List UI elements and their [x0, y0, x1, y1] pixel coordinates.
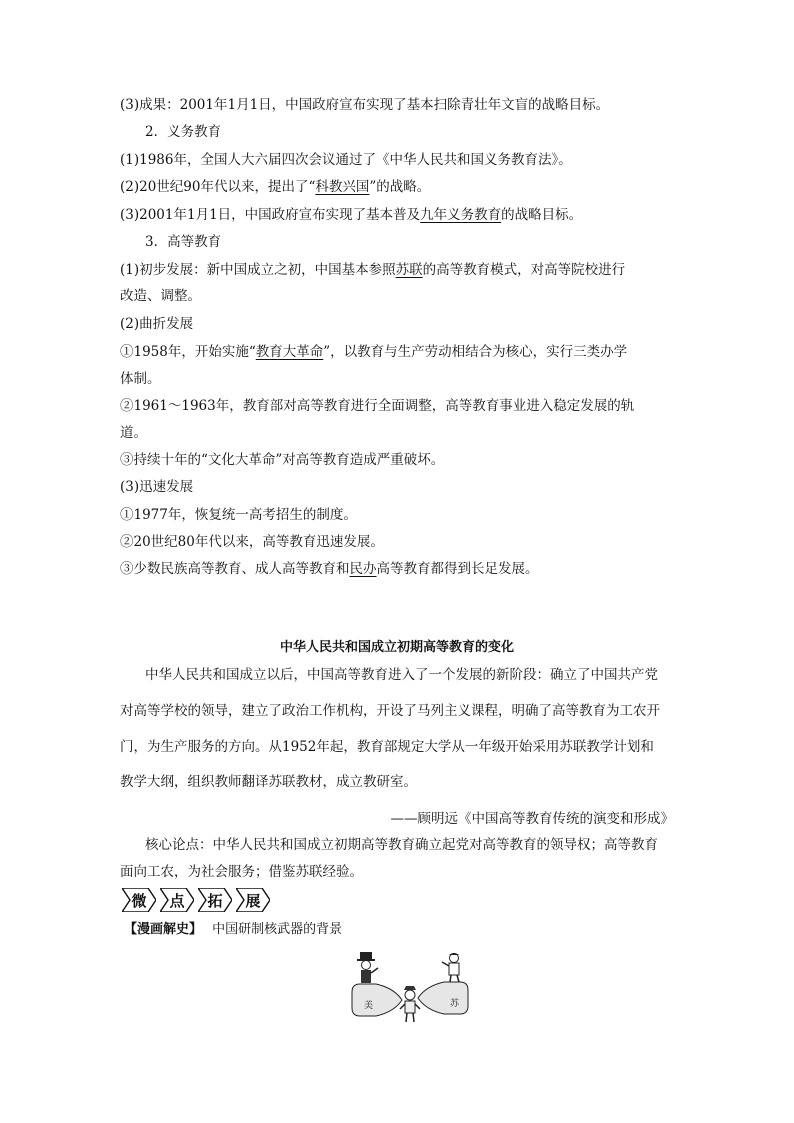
underlined-term: 民办	[349, 561, 377, 577]
text: ”的战略。	[369, 179, 431, 195]
text: (2)20世纪90年代以来，提出了“	[120, 179, 316, 195]
text: (1)初步发展：新中国成立之初，中国基本参照	[120, 262, 396, 278]
banner-char: 微	[131, 891, 147, 910]
core-point-1: 核心论点：中华人民共和国成立初期高等教育确立起党对高等教育的领导权；高等教育	[145, 837, 658, 853]
reading-para-4: 教学大纲，组织教师翻译苏联教材，成立教研室。	[120, 774, 417, 790]
line-16: ①1977年，恢复统一高考招生的制度。	[120, 507, 357, 523]
line-7	[120, 260, 680, 280]
line-2: 2．义务教育	[145, 124, 222, 140]
line-13: 道。	[120, 425, 147, 441]
line-18	[120, 559, 680, 579]
banner-char: 展	[245, 891, 261, 910]
banner-chip	[198, 888, 232, 912]
line-3: (1)1986年，全国人大六届四次会议通过了《中华人民共和国义务教育法》。	[120, 152, 572, 168]
line-11: 体制。	[120, 371, 161, 387]
text: (3)2001年1月1日，中国政府宣布实现了基本普及	[120, 207, 421, 223]
comic-label: 【漫画解史】	[124, 922, 203, 937]
line-15: (3)迅速发展	[120, 479, 194, 495]
reading-source: ——顾明远《中国高等教育传统的演变和形成》	[390, 811, 674, 827]
text: 的战略目标。	[501, 207, 583, 223]
comic-heading	[124, 920, 684, 940]
banner-chip	[160, 888, 194, 912]
line-12: ②1961～1963年，教育部对高等教育进行全面调整，高等教育事业进入稳定发展的轨	[120, 398, 635, 414]
line-10	[120, 342, 680, 362]
banner-chip	[122, 888, 156, 912]
text: ③少数民族高等教育、成人高等教育和	[120, 561, 350, 577]
underlined-term: 苏联	[395, 262, 423, 278]
reading-para-2: 对高等学校的领导，建立了政治工作机构，开设了马列主义课程，明确了高等教育为工农开	[120, 703, 660, 719]
comic-illustration	[350, 950, 470, 1030]
reading-para-1: 中华人民共和国成立以后，中国高等教育进入了一个发展的新阶段：确立了中国共产党	[145, 667, 658, 683]
line-9: (2)曲折发展	[120, 316, 194, 332]
text: 高等教育都得到长足发展。	[376, 561, 539, 577]
reading-para-3: 门，为生产服务的方向。从1952年起，教育部规定大学从一年级开始采用苏联教学计划和	[120, 739, 654, 755]
line-6: 3．高等教育	[145, 234, 222, 250]
banner-char: 点	[169, 891, 185, 910]
underlined-term: 科教兴国	[315, 179, 370, 195]
banner-chip	[236, 888, 270, 912]
core-point-2: 面向工农，为社会服务；借鉴苏联经验。	[120, 864, 363, 880]
reading-title: 中华人民共和国成立初期高等教育的变化	[279, 640, 514, 655]
line-17: ②20世纪80年代以来，高等教育迅速发展。	[120, 534, 384, 550]
underlined-term: 教育大革命	[255, 344, 324, 360]
line-1: (3)成果：2001年1月1日，中国政府宣布实现了基本扫除青壮年文盲的战略目标。	[120, 97, 610, 113]
line-14: ③持续十年的“文化大革命”对高等教育造成严重破坏。	[120, 452, 445, 468]
section-banner	[122, 888, 274, 914]
underlined-term: 九年义务教育	[420, 207, 502, 223]
line-8: 改造、调整。	[120, 288, 201, 304]
text: ①1958年，开始实施“	[120, 344, 256, 360]
line-4	[120, 177, 680, 197]
text: ”，以教育与生产劳动相结合为核心，实行三类办学	[323, 344, 628, 360]
right-bomb-label: 苏	[450, 999, 460, 1009]
banner-char: 拓	[207, 891, 223, 910]
text: 的高等教育模式，对高等院校进行	[422, 262, 626, 278]
comic-title: 中国研制核武器的背景	[212, 922, 343, 937]
left-bomb-label: 美	[364, 1001, 374, 1011]
line-5	[120, 205, 680, 225]
